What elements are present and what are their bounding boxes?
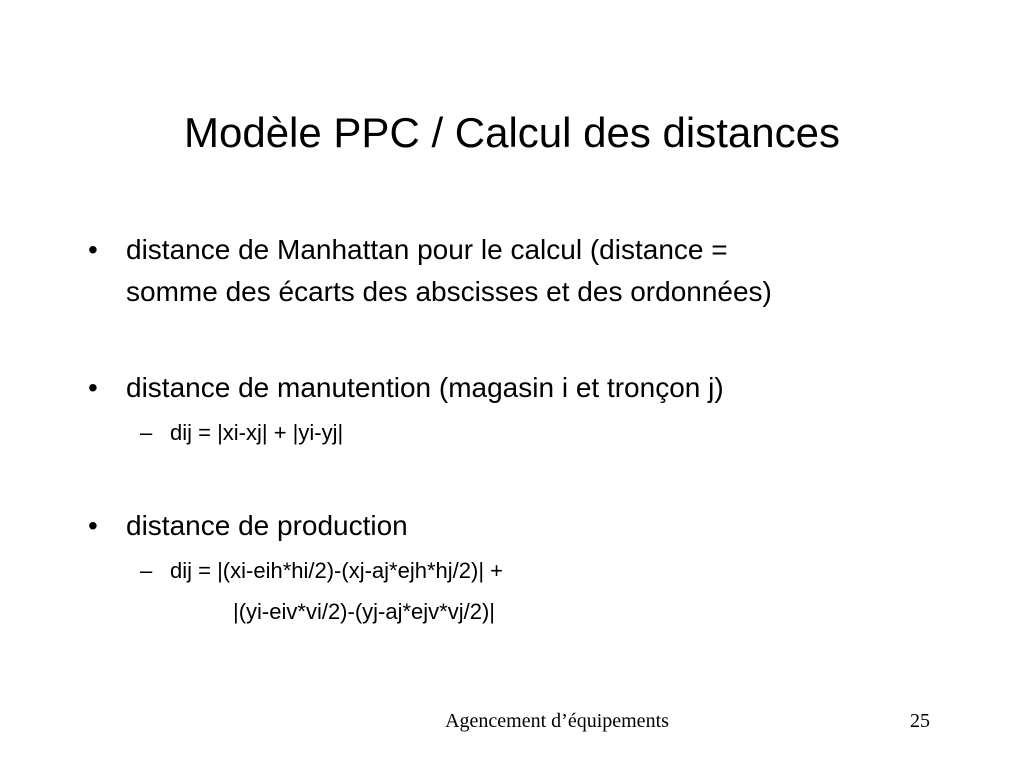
bullet-dot: • [88,234,98,265]
bullet-text-line: distance de manutention (magasin i et tronçon j) [126,372,724,403]
formula-text: dij = |(xi-eih*hi/2)-(xj-aj*ejh*hj/2)| + [170,558,503,583]
bullet-dot: • [88,510,98,541]
bullet-text-line: distance de production [126,510,408,541]
formula-text: dij = |xi-xj| + |yi-yj| [170,420,344,445]
page-number: 25 [910,710,930,732]
sub-dash: – [140,558,153,583]
bullet-text-line: somme des écarts des abscisses et des ordonnées) [126,276,772,307]
slide-title: Modèle PPC / Calcul des distances [184,109,840,156]
bullet-text-line: distance de Manhattan pour le calcul (distance = [126,234,728,265]
footer-text: Agencement d’équipements [445,710,669,732]
sub-dash: – [140,420,153,445]
bullet-dot: • [88,372,98,403]
formula-continuation: |(yi-eiv*vi/2)-(yj-aj*ejv*vj/2)| [233,599,496,624]
